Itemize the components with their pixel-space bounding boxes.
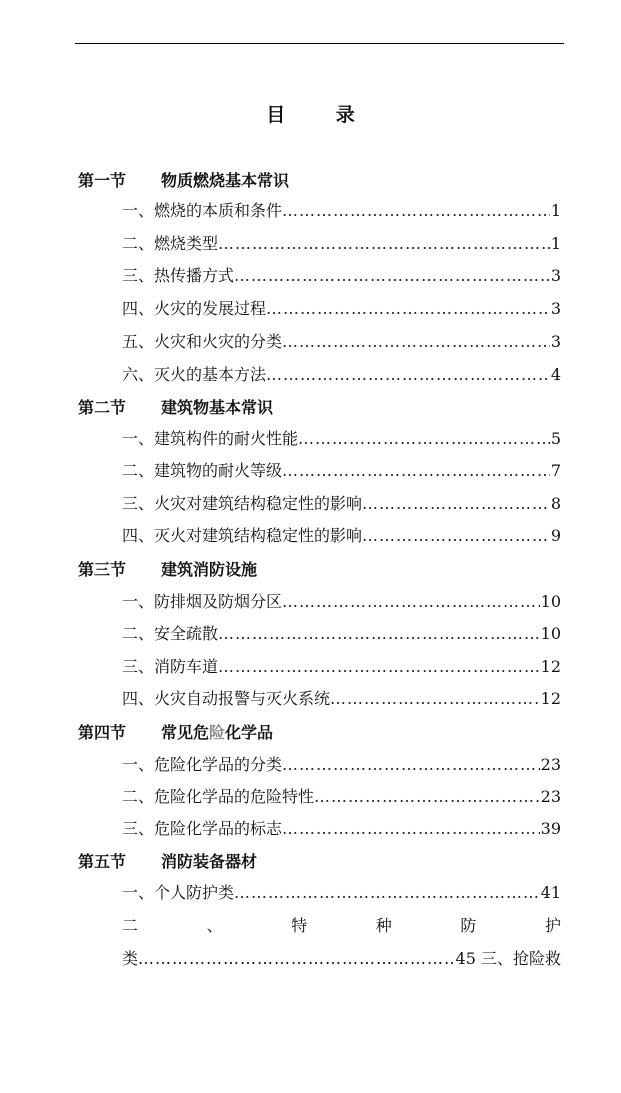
toc-entry[interactable] <box>0 491 621 517</box>
toc-entry-label: 二、建筑物的耐火等级 <box>122 461 283 480</box>
toc-entry[interactable] <box>0 426 621 452</box>
header-rule <box>75 43 564 44</box>
toc-page-number: 8 <box>550 494 561 513</box>
toc-page-number: 10 <box>540 624 561 643</box>
section-heading <box>0 168 621 194</box>
section-heading <box>0 720 621 746</box>
toc-entry-label: 四、火灾自动报警与灭火系统 <box>122 689 331 708</box>
toc-entry[interactable] <box>0 880 621 906</box>
toc-entry-tail: 45 三、抢险救 <box>455 949 561 968</box>
dot-leader <box>330 686 540 712</box>
toc-entry-label: 二、燃烧类型 <box>122 234 219 253</box>
toc-entry-label: 一、个人防护类 <box>122 883 235 902</box>
section-title: 消防装备器材 <box>161 852 258 871</box>
toc-entry[interactable] <box>0 621 621 647</box>
toc-page-number: 3 <box>550 299 561 318</box>
toc-entry-label: 一、危险化学品的分类 <box>122 755 283 774</box>
toc-page-number: 5 <box>550 429 561 448</box>
toc-entry-label: 三、热传播方式 <box>122 266 235 285</box>
toc-page-number: 23 <box>540 755 561 774</box>
toc-entry-label: 三、消防车道 <box>122 657 219 676</box>
toc-entry-label: 一、建筑构件的耐火性能 <box>122 429 299 448</box>
section-title-part-faded: 险 <box>209 723 226 742</box>
page-title: 目 录 <box>266 104 377 126</box>
dot-leader <box>282 752 540 778</box>
toc-entry-wrapped[interactable] <box>0 913 621 939</box>
section-title: 建筑消防设施 <box>161 560 258 579</box>
toc-page-number: 4 <box>550 365 561 384</box>
toc-page-number: 3 <box>550 332 561 351</box>
spread-char: 、 <box>206 916 223 935</box>
section-heading <box>0 557 621 583</box>
toc-entry[interactable] <box>0 263 621 289</box>
section-number: 第一节 <box>78 171 127 190</box>
dot-leader <box>282 198 550 224</box>
toc-entry[interactable] <box>0 329 621 355</box>
toc-entry[interactable] <box>0 198 621 224</box>
dot-leader <box>138 946 456 972</box>
section-title <box>161 720 273 746</box>
dot-leader <box>298 426 550 452</box>
dot-leader <box>282 329 550 355</box>
toc-page-number: 12 <box>540 689 561 708</box>
spread-char: 特 <box>291 916 308 935</box>
toc-entry[interactable] <box>0 784 621 810</box>
toc-entry[interactable] <box>0 816 621 842</box>
toc-entry-label: 类 <box>122 949 139 968</box>
toc-entry[interactable] <box>0 231 621 257</box>
dot-leader <box>362 491 550 517</box>
dot-leader <box>314 784 540 810</box>
toc-entry-label: 二、危险化学品的危险特性 <box>122 787 315 806</box>
dot-leader <box>218 621 540 647</box>
toc-page-number: 39 <box>540 819 561 838</box>
dot-leader <box>282 458 550 484</box>
spread-char: 二 <box>122 916 139 935</box>
toc-entry[interactable] <box>0 686 621 712</box>
section-number: 第三节 <box>78 560 127 579</box>
toc-page-number: 9 <box>550 526 561 545</box>
toc-page-number: 10 <box>540 592 561 611</box>
toc-entry-label: 六、灭火的基本方法 <box>122 365 267 384</box>
dot-leader <box>282 816 540 842</box>
toc-entry[interactable] <box>0 296 621 322</box>
section-title: 物质燃烧基本常识 <box>161 171 290 190</box>
toc-page-number: 3 <box>550 266 561 285</box>
toc-entry-label: 四、灭火对建筑结构稳定性的影响 <box>122 526 363 545</box>
toc-entry[interactable] <box>0 752 621 778</box>
toc-entry[interactable] <box>0 654 621 680</box>
toc-entry-label: 三、火灾对建筑结构稳定性的影响 <box>122 494 363 513</box>
section-number: 第二节 <box>78 398 127 417</box>
toc-page-number: 23 <box>540 787 561 806</box>
toc-entry-label: 一、防排烟及防烟分区 <box>122 592 283 611</box>
spread-char: 种 <box>375 916 392 935</box>
toc-entry-label: 三、危险化学品的标志 <box>122 819 283 838</box>
section-number: 第五节 <box>78 852 127 871</box>
dot-leader <box>234 263 550 289</box>
toc-entry-label: 五、火灾和火灾的分类 <box>122 332 283 351</box>
dot-leader <box>266 362 550 388</box>
toc-page-number: 1 <box>550 201 561 220</box>
toc-entry[interactable] <box>0 523 621 549</box>
toc-entry-label: 二、安全疏散 <box>122 624 219 643</box>
spread-char: 防 <box>460 916 477 935</box>
toc-page-number: 12 <box>540 657 561 676</box>
spread-char: 护 <box>544 916 561 935</box>
dot-leader <box>266 296 550 322</box>
toc-page-number: 41 <box>540 883 561 902</box>
dot-leader <box>362 523 550 549</box>
toc-entry-continuation[interactable] <box>0 946 621 972</box>
toc-entry[interactable] <box>0 458 621 484</box>
section-title-part: 常见危 <box>161 723 210 742</box>
section-title-part: 化学品 <box>225 723 274 742</box>
dot-leader <box>218 231 550 257</box>
toc-entry[interactable] <box>0 362 621 388</box>
toc-page-number: 1 <box>550 234 561 253</box>
toc-page-number: 7 <box>550 461 561 480</box>
dot-leader <box>282 589 540 615</box>
toc-entry-label: 四、火灾的发展过程 <box>122 299 267 318</box>
section-heading <box>0 849 621 875</box>
section-heading <box>0 395 621 421</box>
section-number: 第四节 <box>78 723 127 742</box>
section-title: 建筑物基本常识 <box>161 398 274 417</box>
toc-entry-label: 一、燃烧的本质和条件 <box>122 201 283 220</box>
dot-leader <box>218 654 540 680</box>
toc-entry[interactable] <box>0 589 621 615</box>
dot-leader <box>234 880 540 906</box>
